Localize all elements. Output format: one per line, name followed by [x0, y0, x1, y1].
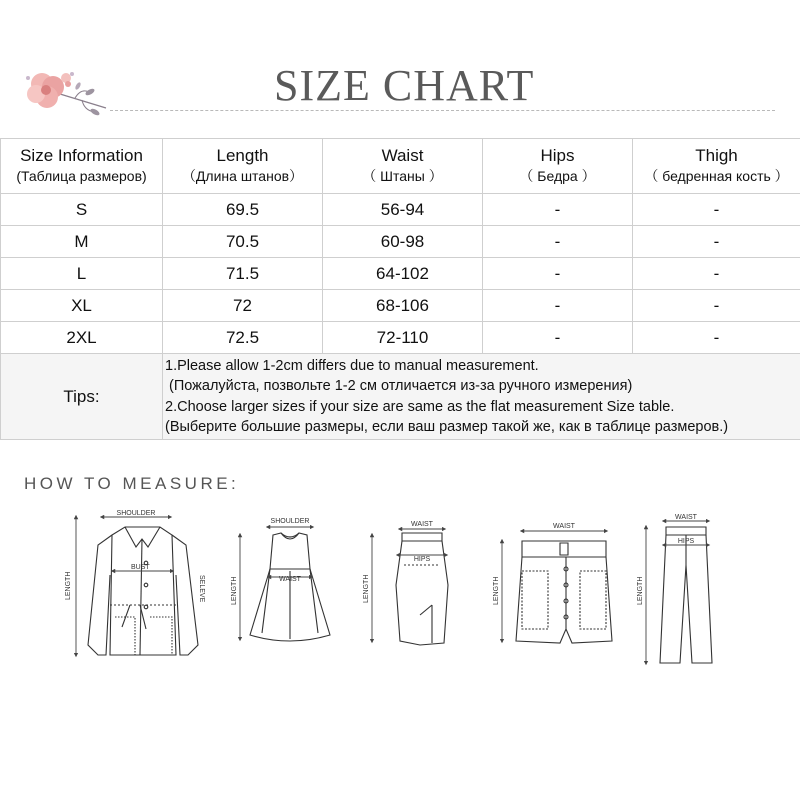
header-cell: Thigh （ бедренная кость ）	[633, 139, 800, 194]
waist-label: WAIST	[675, 514, 697, 521]
table-cell: XL	[1, 290, 163, 322]
table-row	[1, 194, 800, 226]
skirt-icon	[396, 533, 448, 645]
length-label: LENGTH	[231, 576, 238, 605]
table-cell: -	[633, 322, 800, 354]
shoulder-label: SHOULDER	[116, 510, 156, 517]
table-cell: -	[633, 226, 800, 258]
table-cell: 68-106	[323, 290, 483, 322]
tips-row	[1, 354, 800, 440]
length-label: LENGTH	[493, 576, 500, 605]
table-cell: 64-102	[323, 258, 483, 290]
table-row	[1, 322, 800, 354]
sleeve-label: SELEVE	[198, 575, 205, 603]
tip-line: 1.Please allow 1-2cm differs due to manual measurement.	[165, 357, 539, 374]
header-cell: Waist （ Штаны ）	[323, 139, 483, 194]
tip-line: (Пожалуйста, позвольте 1-2 см отличается из-за ручного измерения)	[165, 378, 633, 394]
table-cell: -	[483, 194, 633, 226]
table-row	[1, 226, 800, 258]
table-cell: 72.5	[163, 322, 323, 354]
table-cell: 72	[163, 290, 323, 322]
tips-label: Tips:	[1, 354, 163, 440]
table-row	[1, 290, 800, 322]
table-cell: -	[483, 226, 633, 258]
table-cell: -	[483, 290, 633, 322]
header-cell: Size Information (Таблица размеров)	[1, 139, 163, 194]
table-cell: -	[483, 258, 633, 290]
table-cell: M	[1, 226, 163, 258]
table-cell: -	[483, 322, 633, 354]
jacket-icon	[88, 527, 198, 655]
waist-label: WAIST	[411, 521, 433, 528]
measurement-figures	[0, 505, 800, 675]
header-cell: Hips （ Бедра ）	[483, 139, 633, 194]
table-cell: -	[633, 290, 800, 322]
length-label: LENGTH	[65, 571, 72, 600]
table-cell: 69.5	[163, 194, 323, 226]
table-cell: -	[633, 194, 800, 226]
size-table	[0, 138, 800, 440]
header	[0, 0, 800, 125]
shorts-icon	[516, 541, 612, 643]
table-header-row	[1, 139, 800, 194]
table-cell: 2XL	[1, 322, 163, 354]
table-cell: 71.5	[163, 258, 323, 290]
waist-label: WAIST	[553, 523, 575, 530]
page-title: SIZE CHART	[274, 61, 535, 110]
dress-icon	[250, 533, 330, 641]
tip-line: 2.Choose larger sizes if your size are same as the flat measurement Size table.	[165, 398, 675, 415]
table-cell: S	[1, 194, 163, 226]
bust-label: BUST	[131, 564, 150, 571]
pants-icon	[660, 527, 712, 663]
table-cell: -	[633, 258, 800, 290]
table-cell: 60-98	[323, 226, 483, 258]
table-cell: 56-94	[323, 194, 483, 226]
tip-line: (Выберите большие размеры, если ваш размер такой же, как в таблице размеров.)	[165, 419, 729, 435]
table-cell: L	[1, 258, 163, 290]
table-cell: 72-110	[323, 322, 483, 354]
header-cell: Length （Длина штанов）	[163, 139, 323, 194]
shoulder-label: SHOULDER	[270, 518, 310, 525]
flower-icon	[20, 64, 110, 124]
tips-content	[163, 354, 800, 440]
waist-label: WAIST	[279, 576, 301, 583]
table-row	[1, 258, 800, 290]
hips-label: HIPS	[677, 538, 695, 545]
table-cell: 70.5	[163, 226, 323, 258]
length-label: LENGTH	[637, 576, 644, 605]
title-divider	[110, 110, 775, 111]
length-label: LENGTH	[363, 574, 370, 603]
hips-label: HIPS	[413, 556, 431, 563]
how-to-measure-title: HOW TO MEASURE:	[24, 474, 240, 493]
